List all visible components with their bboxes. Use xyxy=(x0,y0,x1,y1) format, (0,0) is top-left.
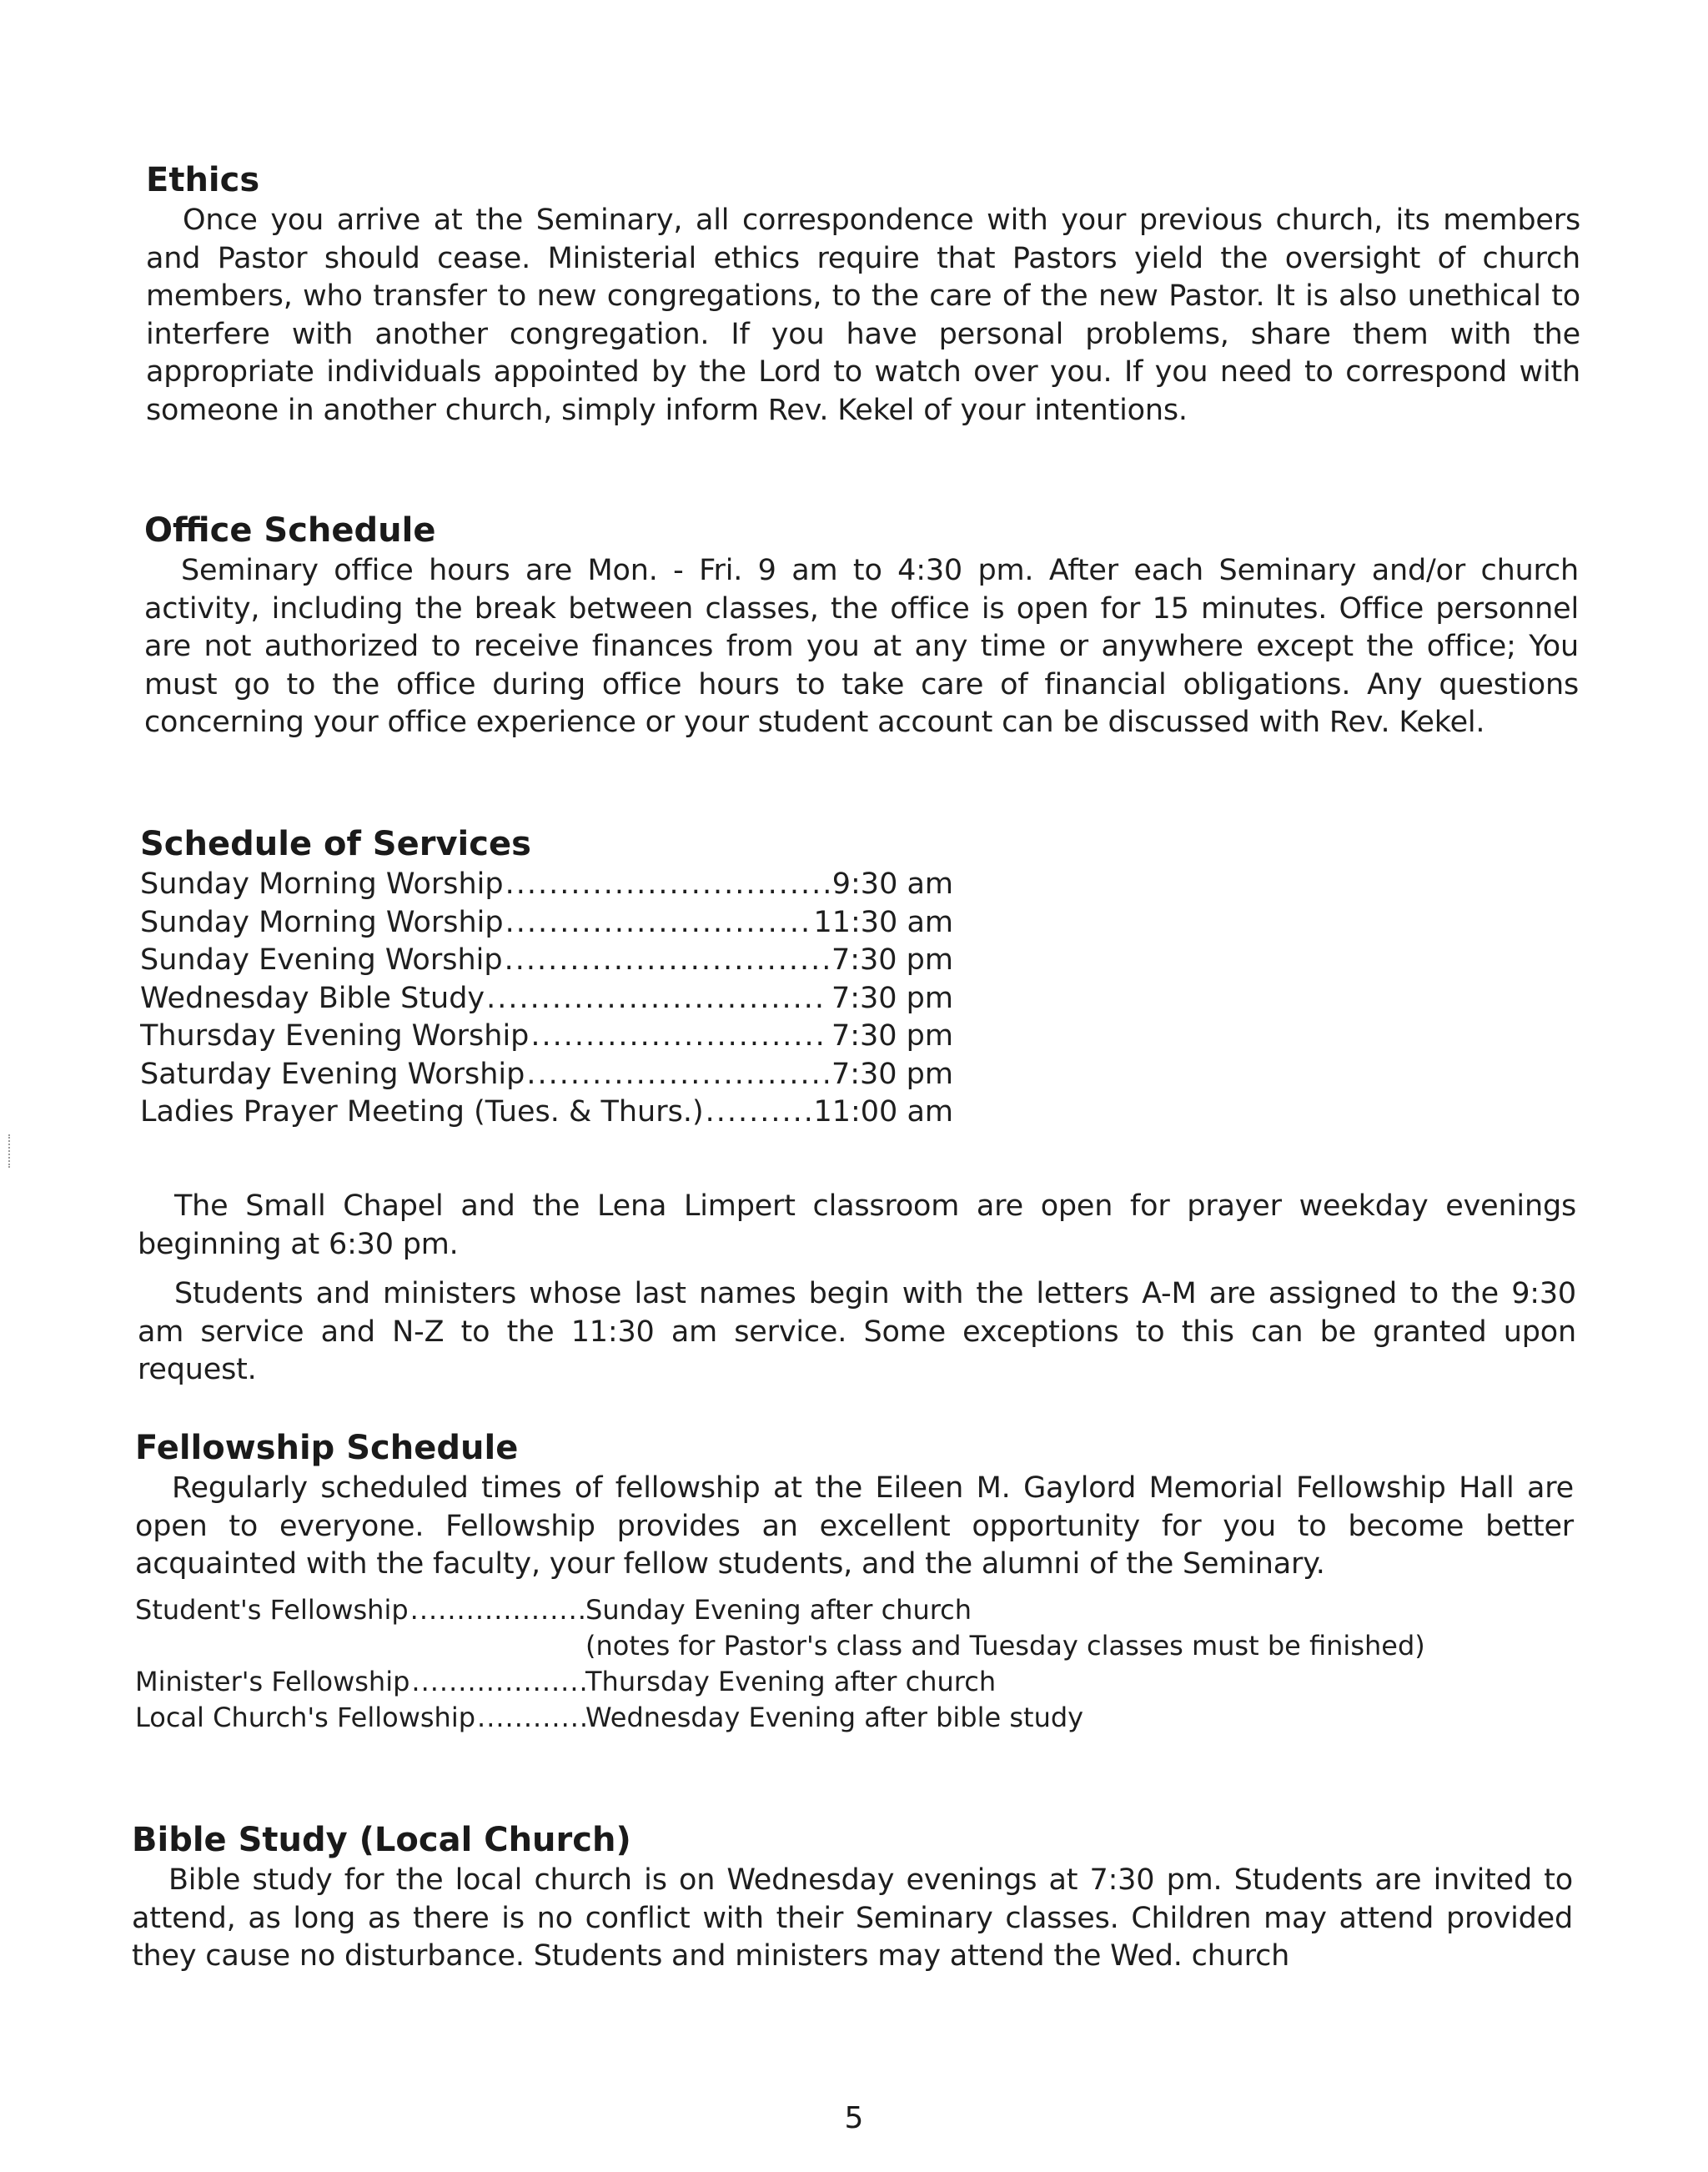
fellowship-when: Thursday Evening after church xyxy=(585,1665,997,1697)
service-row xyxy=(140,942,953,980)
service-name: Thursday Evening Worship xyxy=(140,1019,530,1053)
service-time: 9:30 am xyxy=(829,866,953,904)
service-row xyxy=(140,904,953,943)
service-time: 11:00 am xyxy=(810,1094,953,1132)
service-row xyxy=(140,1018,953,1056)
bible-study-paragraph: Bible study for the local church is on Wednesday evenings at 7:30 pm. Students are invited to attend, as long as there is no conflict with their Seminary classes. Children may attend provided they cause no disturbance. Students and ministers may attend the Wed. church xyxy=(132,1863,1573,1973)
dot-leader xyxy=(409,1592,585,1628)
ethics-section xyxy=(146,158,1580,430)
ethics-paragraph: Once you arrive at the Seminary, all correspondence with your previous church, its members and Pastor should cease. Ministerial ethics require that Pastors yield the oversight of church members, who transfer to new congregations, to the care of the new Pastor. It is also unethical to interfere with another congregation. If you have personal problems, share them with the appropriate individuals appointed by the Lord to watch over you. If you need to correspond with someone in another church, simply inform Rev. Kekel of your intentions. xyxy=(146,204,1580,427)
dot-leader xyxy=(503,942,828,980)
service-time: 7:30 pm xyxy=(828,1056,953,1094)
dot-leader xyxy=(504,904,811,943)
service-name: Sunday Morning Worship xyxy=(140,905,504,939)
dot-leader xyxy=(704,1094,811,1132)
service-row xyxy=(140,866,953,904)
dot-leader xyxy=(485,980,828,1018)
fellowship-name-text: Student's Fellowship xyxy=(135,1593,409,1626)
schedule-of-services-section xyxy=(140,822,1579,1132)
service-name: Ladies Prayer Meeting (Tues. & Thurs.) xyxy=(140,1095,704,1129)
fellowship-list xyxy=(135,1592,1574,1736)
fellowship-name xyxy=(135,1700,585,1736)
margin-speck xyxy=(8,1134,13,1168)
schedule-of-services-heading: Schedule of Services xyxy=(140,825,531,863)
bible-study-section xyxy=(132,1818,1573,1976)
fellowship-paragraph: Regularly scheduled times of fellowship at the Eileen M. Gaylord Memorial Fellowship Hall are open to everyone. Fellowship provides an excellent opportunity for you to become better acquainted with the faculty, your fellow students, and the alumni of the Seminary. xyxy=(135,1471,1574,1581)
page-number: 5 xyxy=(844,2101,864,2135)
fellowship-row xyxy=(135,1700,1574,1736)
fellowship-name xyxy=(135,1664,585,1700)
fellowship-name-text: Minister's Fellowship xyxy=(135,1665,410,1697)
dot-leader xyxy=(529,1018,828,1056)
services-notes xyxy=(138,1188,1576,1390)
service-name: Sunday Evening Worship xyxy=(140,943,503,977)
service-time: 11:30 am xyxy=(810,904,953,943)
services-list xyxy=(140,866,1579,1132)
fellowship-schedule-section xyxy=(135,1426,1574,1736)
fellowship-when: Sunday Evening after church xyxy=(585,1593,972,1626)
prayer-rooms-paragraph: The Small Chapel and the Lena Limpert classroom are open for prayer weekday evenings beginning at 6:30 pm. xyxy=(138,1189,1576,1261)
service-name: Sunday Morning Worship xyxy=(140,867,504,901)
service-row xyxy=(140,1056,953,1094)
fellowship-name-text: Local Church's Fellowship xyxy=(135,1701,476,1733)
fellowship-row xyxy=(135,1592,1574,1628)
dot-leader xyxy=(504,866,829,904)
fellowship-when: Wednesday Evening after bible study xyxy=(585,1701,1084,1733)
service-name: Saturday Evening Worship xyxy=(140,1057,525,1091)
service-row xyxy=(140,1094,953,1132)
office-schedule-section xyxy=(144,509,1579,742)
ethics-heading: Ethics xyxy=(146,161,260,199)
dot-leader xyxy=(475,1700,585,1736)
service-name: Wednesday Bible Study xyxy=(140,981,485,1015)
service-assignment-paragraph: Students and ministers whose last names begin with the letters A-M are assigned to the 9:30 am service and N-Z to the 11:30 am service. Some exceptions to this can be granted upon request. xyxy=(138,1277,1576,1386)
dot-leader xyxy=(525,1056,828,1094)
service-time: 7:30 pm xyxy=(828,980,953,1018)
service-time: 7:30 pm xyxy=(828,1018,953,1056)
fellowship-schedule-heading: Fellowship Schedule xyxy=(135,1429,519,1467)
fellowship-row xyxy=(135,1664,1574,1700)
fellowship-name xyxy=(135,1592,585,1628)
office-schedule-heading: Office Schedule xyxy=(144,511,436,550)
service-row xyxy=(140,980,953,1018)
fellowship-note: (notes for Pastor's class and Tuesday classes must be finished) xyxy=(585,1629,1425,1662)
service-time: 7:30 pm xyxy=(828,942,953,980)
bible-study-heading: Bible Study (Local Church) xyxy=(132,1821,631,1859)
office-schedule-paragraph: Seminary office hours are Mon. - Fri. 9 am to 4:30 pm. After each Seminary and/or church activity, including the break between classes, the office is open for 15 minutes. Office personnel are not authorized to receive finances from you at any time or anywhere except the office; You must go to the office during office hours to take care of financial obligations. Any questions concerning your office experience or your student account can be discussed with Rev. Kekel. xyxy=(144,554,1579,739)
dot-leader xyxy=(409,1664,585,1700)
